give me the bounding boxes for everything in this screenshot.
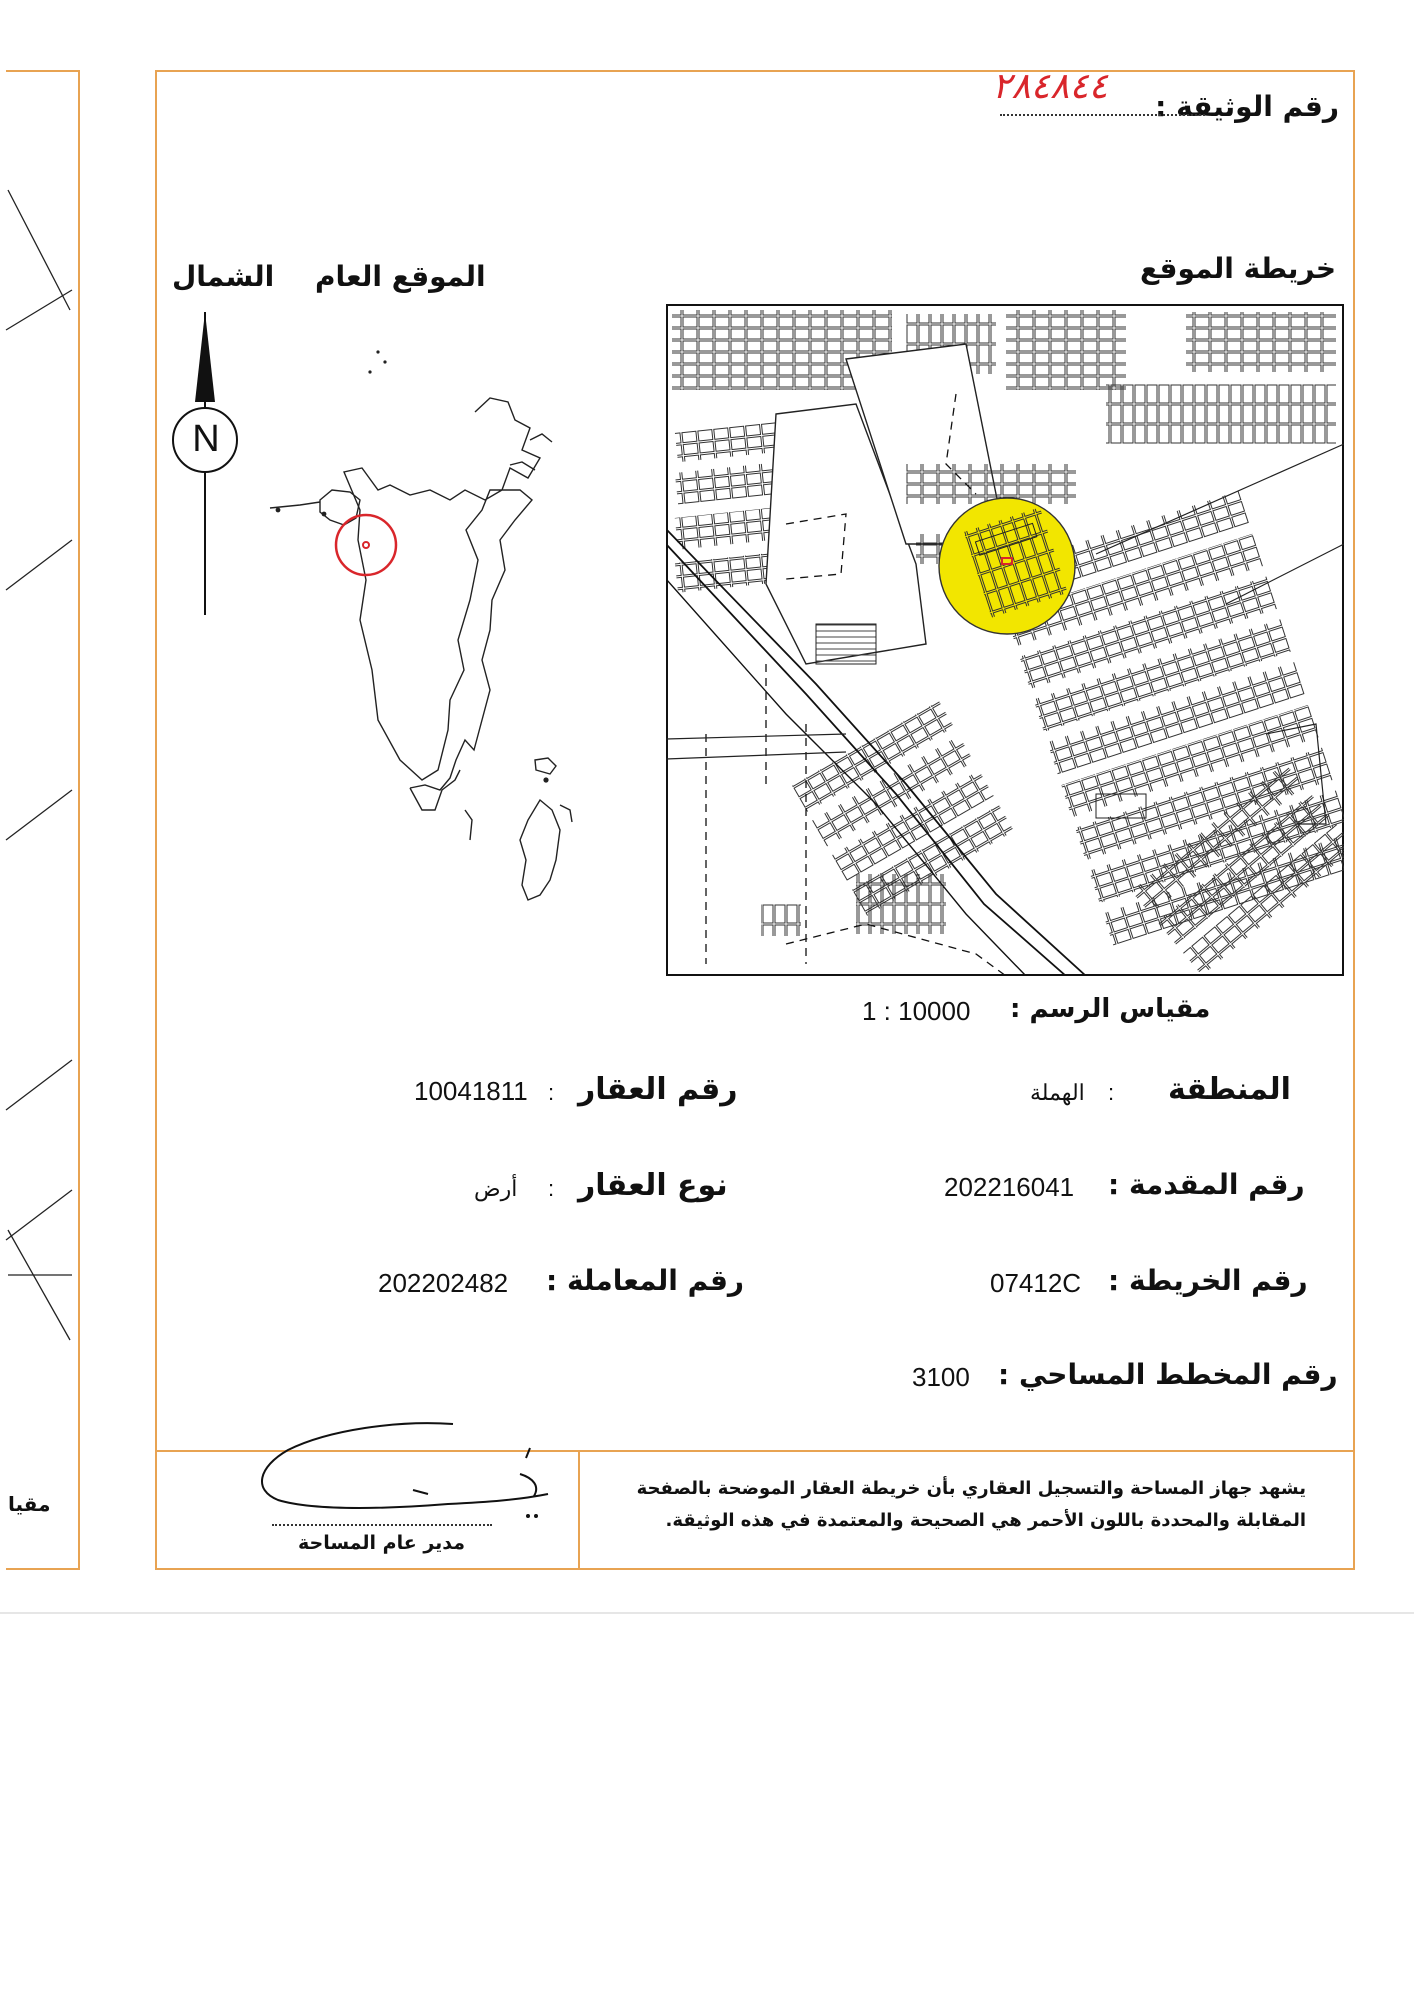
application-number-label: رقم المقدمة : bbox=[1108, 1168, 1305, 1201]
page-bottom-edge bbox=[0, 1612, 1414, 1614]
scale-value: 1 : 10000 bbox=[862, 996, 971, 1026]
location-marker-circle bbox=[336, 515, 396, 575]
certification-line-1: يشهد جهاز المساحة والتسجيل العقاري بأن خريطة العقار الموضحة بالصفحة bbox=[636, 1478, 1306, 1499]
doc-number-handwritten: ٢٨٤٨٤٤ bbox=[992, 66, 1109, 107]
certification-line-2: المقابلة والمحددة باللون الأحمر هي الصحيحة والمعتمدة في هذه الوثيقة. bbox=[665, 1510, 1306, 1531]
north-arrow-icon bbox=[168, 310, 243, 620]
transaction-number-value: 202202482 bbox=[378, 1268, 509, 1298]
area-sep: : bbox=[1108, 1080, 1115, 1105]
general-location-label: الموقع العام bbox=[315, 260, 486, 293]
property-number-sep: : bbox=[548, 1080, 555, 1105]
signature-dotline bbox=[272, 1522, 492, 1526]
left-page-lines bbox=[0, 180, 80, 1380]
doc-number-label: رقم الوثيقة : bbox=[1155, 90, 1339, 123]
left-page-fragment-text: مقيا bbox=[8, 1492, 51, 1516]
property-type-sep: : bbox=[548, 1176, 555, 1201]
bahrain-outline-map bbox=[260, 340, 590, 940]
footer-vertical-divider bbox=[578, 1450, 580, 1570]
survey-plan-label: رقم المخطط المساحي : bbox=[998, 1358, 1338, 1391]
north-letter: N bbox=[192, 418, 220, 460]
doc-number-dotline bbox=[1000, 112, 1205, 116]
property-number-value: 10041811 bbox=[414, 1076, 528, 1106]
property-type-value: أرض bbox=[474, 1176, 518, 1201]
scale-label: مقياس الرسم : bbox=[1010, 994, 1211, 1024]
site-map bbox=[666, 304, 1344, 976]
map-number-label: رقم الخريطة : bbox=[1108, 1264, 1308, 1297]
north-label: الشمال bbox=[172, 260, 275, 293]
property-number-label: رقم العقار bbox=[578, 1072, 738, 1107]
property-type-label: نوع العقار bbox=[578, 1168, 728, 1203]
area-value: الهملة bbox=[1030, 1080, 1085, 1105]
survey-plan-value: 3100 bbox=[912, 1362, 970, 1392]
signature bbox=[248, 1412, 568, 1532]
location-map-title: خريطة الموقع bbox=[1139, 252, 1336, 285]
transaction-number-label: رقم المعاملة : bbox=[546, 1264, 745, 1297]
signatory-title: مدير عام المساحة bbox=[298, 1532, 466, 1554]
map-number-value: 07412C bbox=[990, 1268, 1082, 1298]
application-number-value: 202216041 bbox=[944, 1172, 1075, 1202]
area-label: المنطقة bbox=[1168, 1072, 1291, 1107]
